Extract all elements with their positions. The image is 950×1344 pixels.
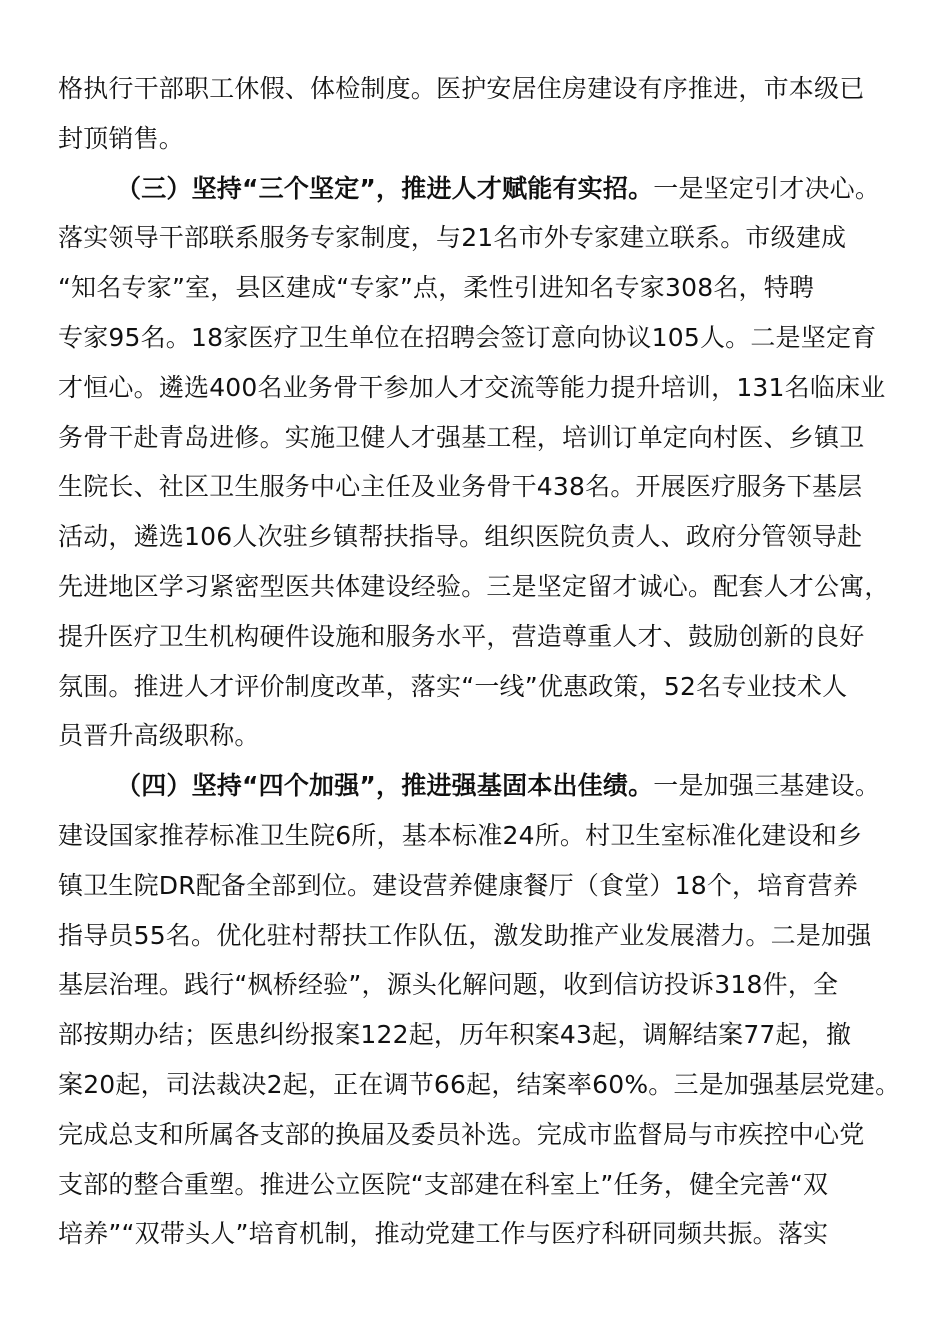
section-heading-line: （四）坚持“四个加强”，推进强基固本出佳绩。一是加强三基建设。 xyxy=(116,771,881,801)
text-line: 部按期办结；医患纠纷报案122起，历年积案43起，调解结案77起，撤 xyxy=(58,1020,852,1050)
text-line: 才恒心。遴选400名业务骨干参加人才交流等能力提升培训，131名临床业 xyxy=(58,372,886,402)
text-line: 务骨干赴青岛进修。实施卫健人才强基工程，培训订单定向村医、乡镇卫 xyxy=(58,422,865,452)
text-line: “知名专家”室，县区建成“专家”点，柔性引进知名专家308名，特聘 xyxy=(58,273,815,303)
text-line: 支部的整合重塑。推进公立医院“支部建在科室上”任务，健全完善“双 xyxy=(58,1169,829,1199)
text-line: 先进地区学习紧密型医共体建设经验。三是坚定留才诚心。配套人才公寓， xyxy=(58,571,890,601)
text-line: 格执行干部职工休假、体检制度。医护安居住房建设有序推进，市本级已 xyxy=(58,74,865,103)
text-line: 氛围。推进人才评价制度改革，落实“一线”优惠政策，52名专业技术人 xyxy=(58,671,848,701)
section-heading: （四）坚持“四个加强”，推进强基固本出佳绩。 xyxy=(116,771,654,801)
text-line: 培养”“双带头人”培育机制，推动党建工作与医疗科研同频共振。落实 xyxy=(58,1219,829,1249)
text-line: 生院长、社区卫生服务中心主任及业务骨干438名。开展医疗服务下基层 xyxy=(58,472,863,502)
text-line: 完成总支和所属各支部的换届及委员补选。完成市监督局与市疾控中心党 xyxy=(58,1119,865,1149)
text-line: 指导员55名。优化驻村帮扶工作队伍，激发助推产业发展潜力。二是加强 xyxy=(58,920,872,950)
text-line: 活动，遴选106人次驻乡镇帮扶指导。组织医院负责人、政府分管领导赴 xyxy=(58,522,863,552)
text-line: 建设国家推荐标准卫生院6所，基本标准24所。村卫生室标准化建设和乡 xyxy=(58,820,863,850)
text-line: 专家95名。18家医疗卫生单位在招聘会签订意向协议105人。二是坚定育 xyxy=(58,322,877,352)
document-page xyxy=(58,64,908,1259)
text-line: 封顶销售。 xyxy=(58,123,185,153)
text-line: 提升医疗卫生机构硬件设施和服务水平，营造尊重人才、鼓励创新的良好 xyxy=(58,621,865,651)
text-line: 镇卫生院DR配备全部到位。建设营养健康餐厅（食堂）18个，培育营养 xyxy=(58,870,859,900)
section-heading: （三）坚持“三个坚定”，推进人才赋能有实招。 xyxy=(116,173,654,203)
text-line: 落实领导干部联系服务专家制度，与21名市外专家建立联系。市级建成 xyxy=(58,223,847,253)
text-line: 员晋升高级职称。 xyxy=(58,721,260,751)
text-line: 案20起，司法裁决2起，正在调节66起，结案率60%。三是加强基层党建。 xyxy=(58,1069,901,1099)
text-line: 基层治理。践行“枫桥经验”，源头化解问题，收到信访投诉318件，全 xyxy=(58,970,839,1000)
section-heading-line: （三）坚持“三个坚定”，推进人才赋能有实招。一是坚定引才决心。 xyxy=(116,173,881,203)
